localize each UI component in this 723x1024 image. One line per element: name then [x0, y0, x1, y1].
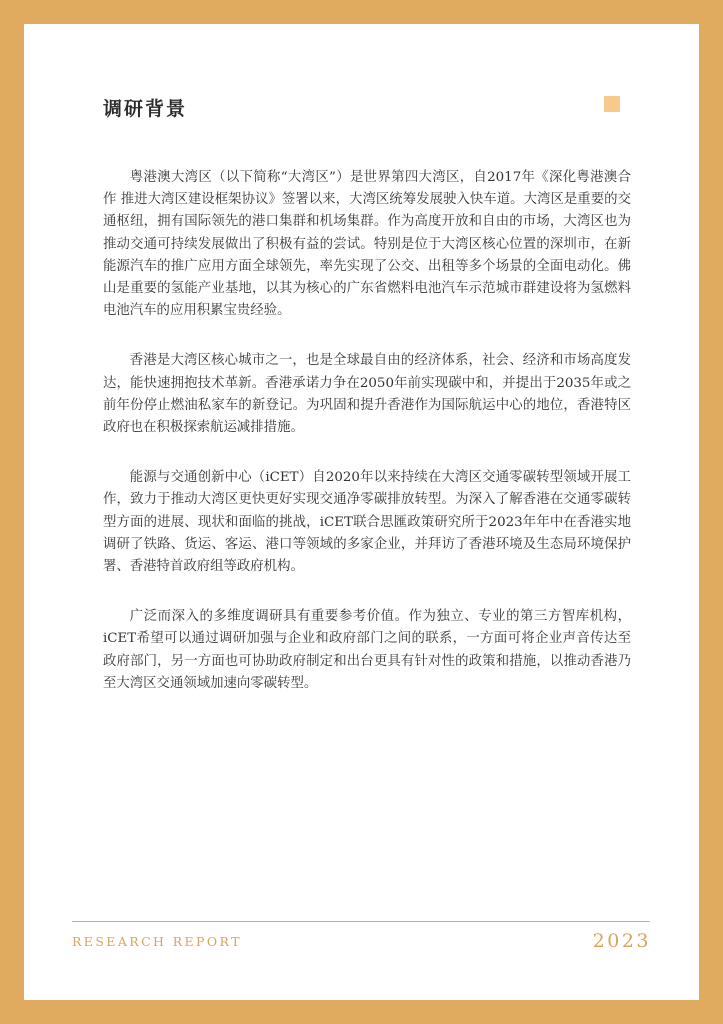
footer-year: 2023 [592, 930, 651, 952]
footer-divider [72, 921, 650, 922]
paragraph-1: 粤港澳大湾区（以下简称“大湾区”）是世界第四大湾区，自2017年《深化粤港澳合作 推进大湾区建设框架协议》签署以来，大湾区统筹发展驶入快车道。大湾区是重要的交通枢纽，拥有国际领先的港口集群和机场集群。作为高度开放和自由的市场，大湾区也为推动交通可持续发展做出了积极有益的尝试。特别是位于大湾区核心位置的深圳市，在新能源汽车的推广应用方面全球领先，率先实现了公交、出租等多个场景的全面电动化。佛山是重要的氢能产业基地，以其为核心的广东省燃料电池汽车示范城市群建设将为氢燃料电池汽车的应用积累宝贵经验。 [103, 170, 631, 319]
body-text [103, 167, 631, 723]
section-title: 调研背景 [103, 98, 188, 120]
paragraph-3: 能源与交通创新中心（iCET）自2020年以来持续在大湾区交通零碳转型领域开展工作，致力于推动大湾区更快更好实现交通净零碳排放转型。为深入了解香港在交通零碳转型方面的进展、现状和面临的挑战，iCET联合思匯政策研究所于2023年年中在香港实地调研了铁路、货运、客运、港口等领域的多家企业，并拜访了香港环境及生态局环境保护署、香港特首政府组等政府机构。 [103, 470, 631, 575]
paragraph-4: 广泛而深入的多维度调研具有重要参考价值。作为独立、专业的第三方智库机构，iCET希望可以通过调研加强与企业和政府部门之间的联系，一方面可将企业声音传达至政府部门，另一方面也可协助政府制定和出台更具有针对性的政策和措施，以推动香港乃至大湾区交通领域加速向零碳转型。 [103, 609, 631, 691]
report-page [24, 24, 699, 1000]
footer-label: RESEARCH REPORT [72, 934, 242, 949]
accent-square [604, 96, 620, 112]
paragraph-2: 香港是大湾区核心城市之一，也是全球最自由的经济体系，社会、经济和市场高度发达，能快速拥抱技术革新。香港承诺力争在2050年前实现碳中和，并提出于2035年或之前年份停止燃油私家车的新登记。为巩固和提升香港作为国际航运中心的地位，香港特区政府也在积极探索航运减排措施。 [103, 353, 631, 436]
